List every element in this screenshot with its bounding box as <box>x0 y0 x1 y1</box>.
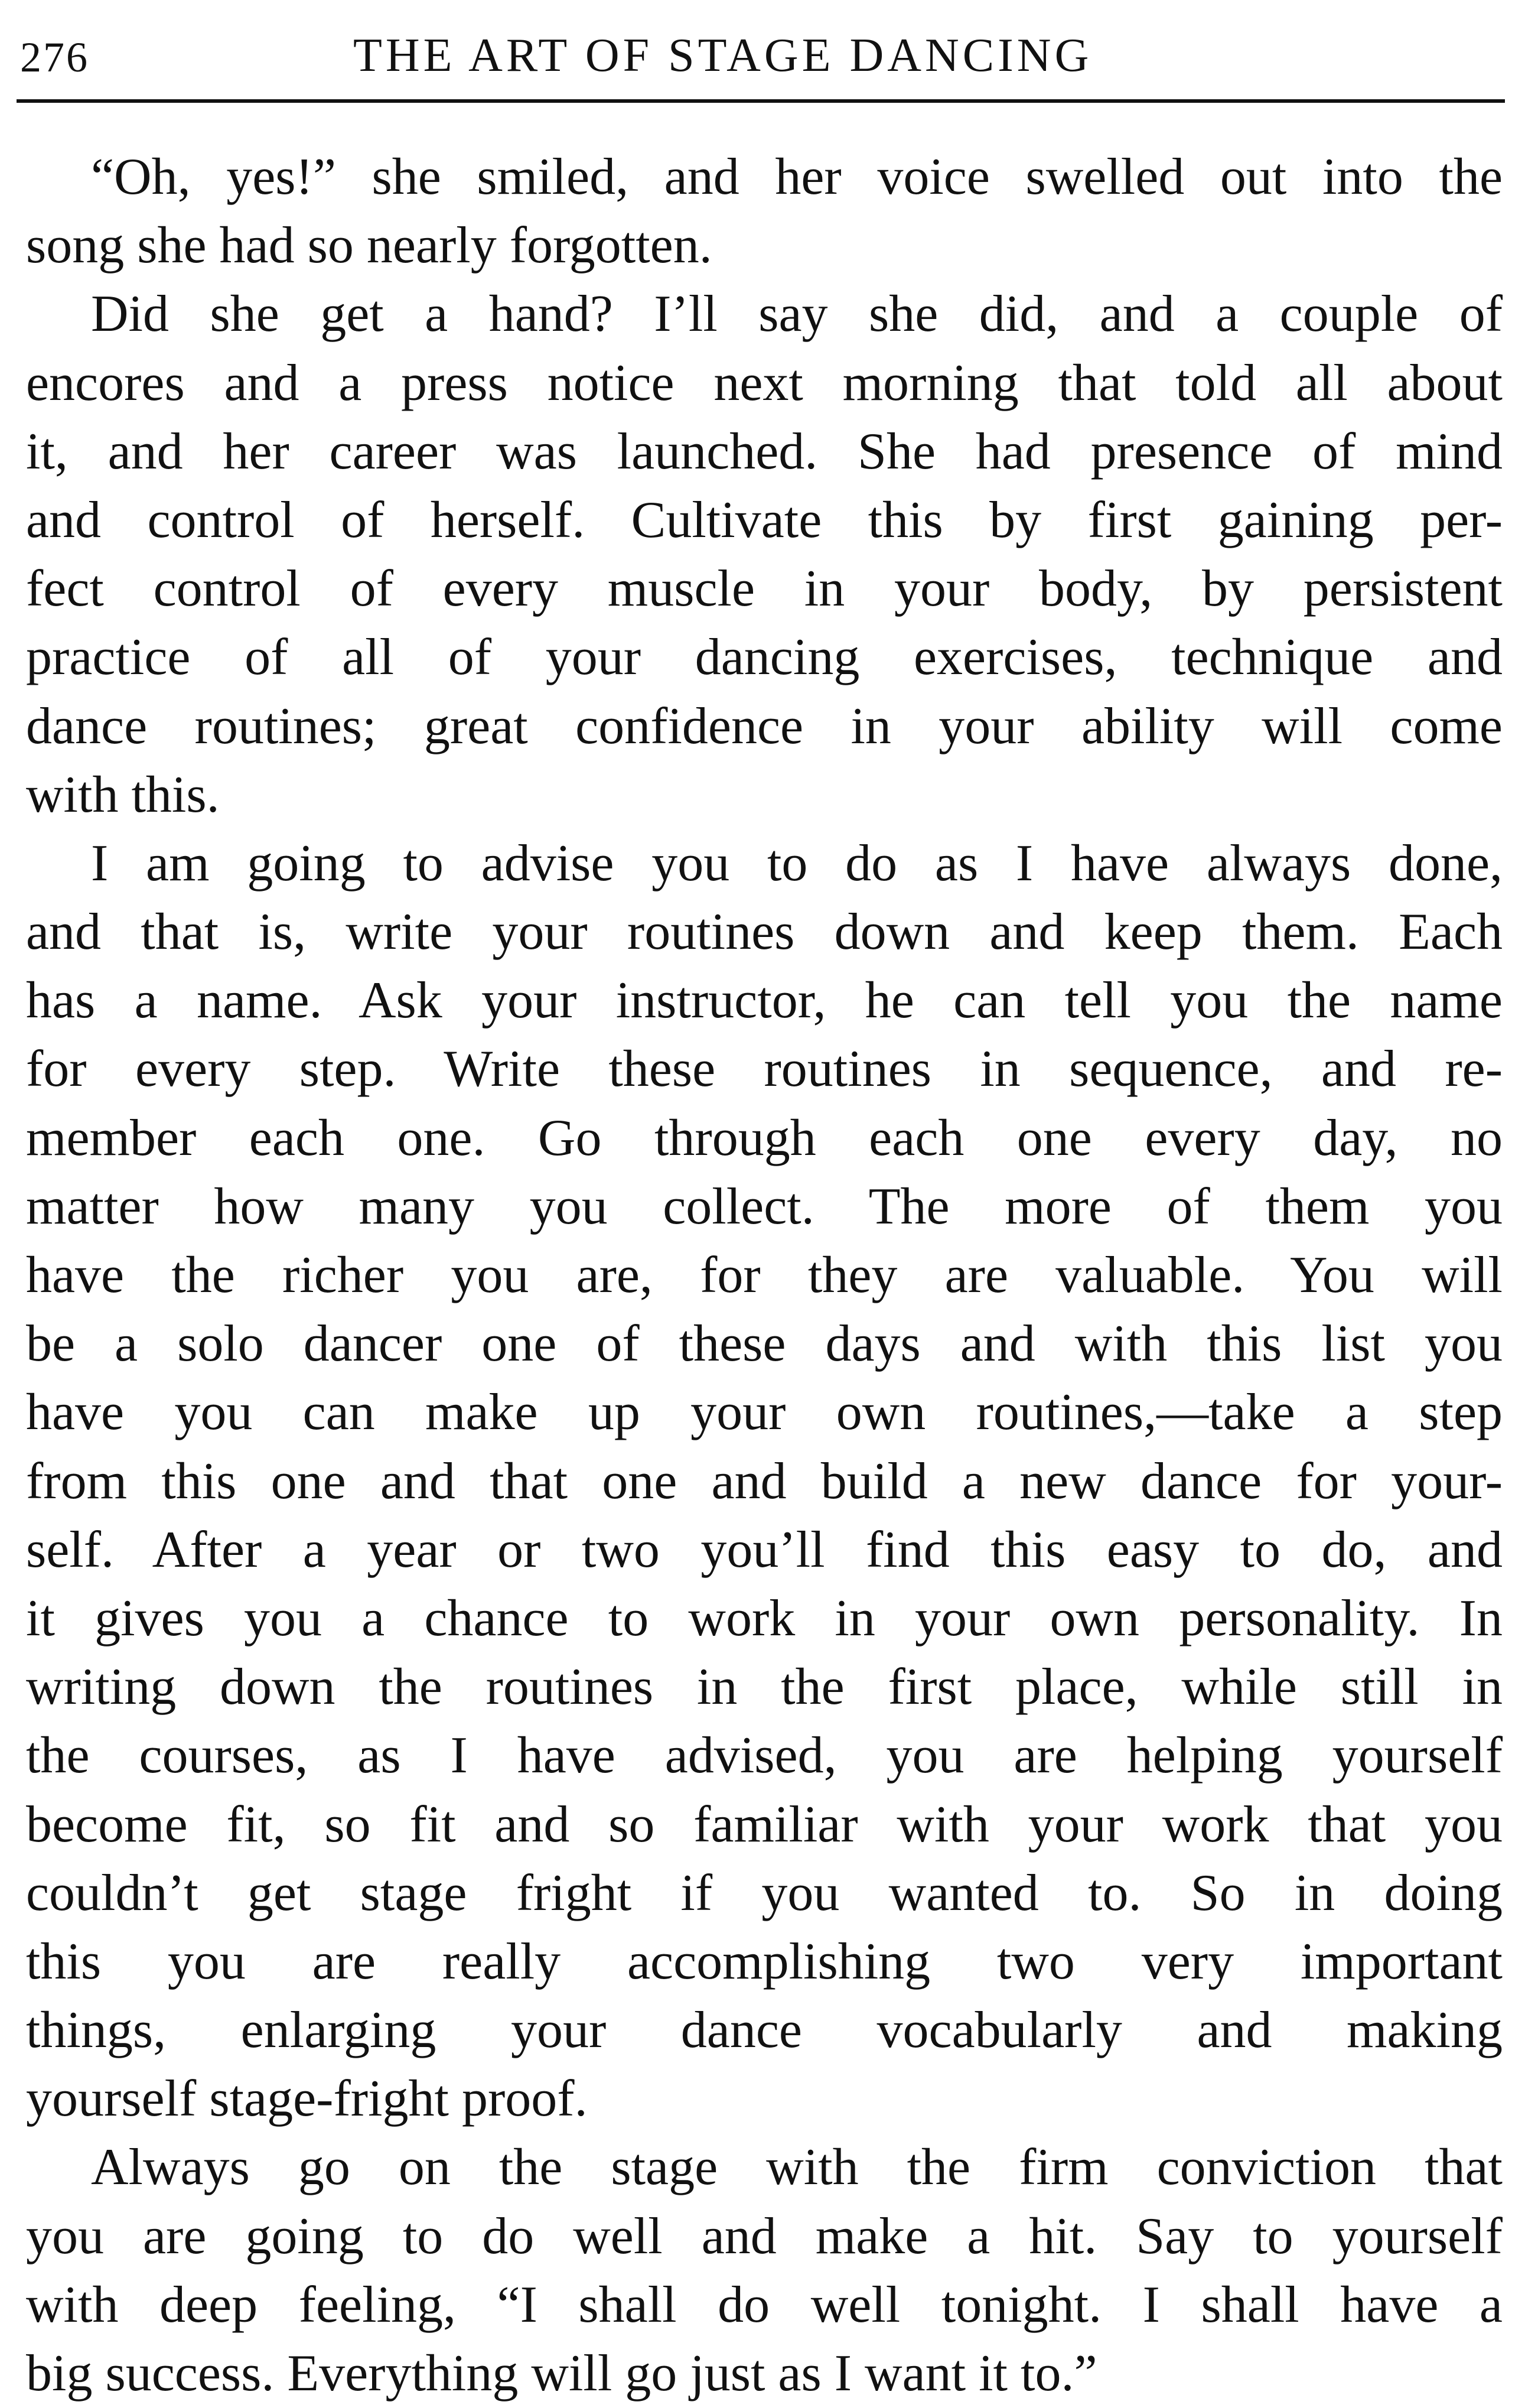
text-line: I am going to advise you to do as I have always done, <box>91 834 1503 892</box>
text-line: Did she get a hand? I’ll say she did, and a couple of <box>91 285 1503 343</box>
text-line: and that is, write your routines down and keep them. Each <box>26 903 1503 961</box>
text-line: have the richer you are, for they are valuable. You will <box>26 1247 1503 1304</box>
text-line: with this. <box>26 766 220 824</box>
text-line: writing down the routines in the first place, while still in <box>26 1658 1503 1716</box>
text-line: big success. Everything will go just as I want it to.” <box>26 2345 1097 2402</box>
text-line: with deep feeling, “I shall do well tonight. I shall have a <box>26 2276 1503 2334</box>
text-line: things, enlarging your dance vocabularly and making <box>26 2002 1503 2059</box>
text-line: this you are really accomplishing two very important <box>26 1932 1503 1990</box>
text-line: song she had so nearly forgotten. <box>26 217 712 275</box>
text-line: the courses, as I have advised, you are helping yourself <box>26 1727 1503 1785</box>
text-line: it, and her career was launched. She had presence of mind <box>26 422 1503 480</box>
text-line: for every step. Write these routines in sequence, and re- <box>26 1040 1503 1098</box>
text-line: encores and a press notice next morning that told all about <box>26 354 1503 412</box>
text-line: it gives you a chance to work in your own personality. In <box>26 1589 1503 1647</box>
text-line: yourself stage-fright proof. <box>26 2070 588 2128</box>
body-text <box>26 143 1503 2408</box>
text-line: has a name. Ask your instructor, he can tell you the name <box>26 972 1503 1030</box>
text-line: from this one and that one and build a new dance for your- <box>26 1452 1503 1510</box>
text-line: you are going to do well and make a hit. Say to yourself <box>26 2207 1503 2265</box>
header-rule <box>17 99 1505 103</box>
text-line: and control of herself. Cultivate this by first gaining per- <box>26 491 1503 549</box>
text-line: Always go on the stage with the firm conviction that <box>91 2139 1503 2197</box>
text-line: dance routines; great confidence in your ability will come <box>26 697 1503 755</box>
text-line: have you can make up your own routines,—take a step <box>26 1384 1503 1441</box>
running-title: THE ART OF STAGE DANCING <box>353 30 1093 82</box>
text-line: become fit, so fit and so familiar with your work that you <box>26 1795 1503 1853</box>
text-line: couldn’t get stage fright if you wanted to. So in doing <box>26 1864 1503 1922</box>
text-line: be a solo dancer one of these days and with this list you <box>26 1315 1503 1373</box>
text-line: practice of all of your dancing exercises, technique and <box>26 629 1503 686</box>
text-line: “Oh, yes!” she smiled, and her voice swelled out into the <box>91 148 1503 206</box>
text-line: fect control of every muscle in your body, by persistent <box>26 560 1503 618</box>
text-line: self. After a year or two you’ll find this easy to do, and <box>26 1521 1503 1579</box>
page-number: 276 <box>20 34 89 81</box>
text-line: member each one. Go through each one every day, no <box>26 1109 1503 1167</box>
running-head <box>17 24 1505 95</box>
text-line: matter how many you collect. The more of them you <box>26 1177 1503 1235</box>
